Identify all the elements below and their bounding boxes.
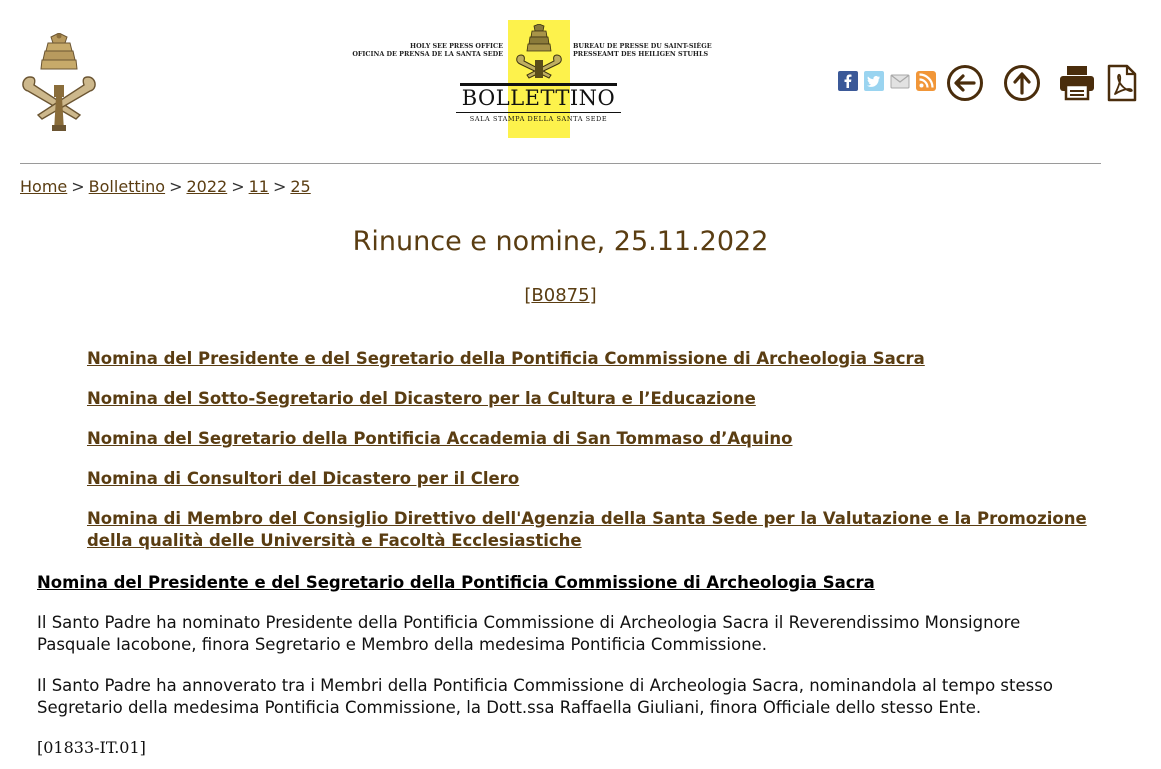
breadcrumb-separator: > bbox=[71, 177, 85, 196]
breadcrumb-bollettino-link[interactable]: Bollettino bbox=[88, 177, 166, 196]
reference-code: [01833-IT.01] bbox=[37, 738, 146, 757]
article-paragraph: Il Santo Padre ha annoverato tra i Membri della Pontificia Commissione di Archeologia Sacra, nominandola al tempo stesso Segretario della medesima Pontificia Commissione, la Dott.ssa Raffaella Giuliani, finora Officiale dello stesso Ente. bbox=[37, 676, 1053, 717]
breadcrumb bbox=[20, 177, 311, 196]
toc-link[interactable]: Nomina del Segretario della Pontificia Accademia di San Tommaso d’Aquino bbox=[87, 429, 793, 448]
breadcrumb-separator: > bbox=[231, 177, 245, 196]
breadcrumb-day-link[interactable]: 25 bbox=[290, 177, 311, 196]
rss-icon[interactable] bbox=[916, 71, 936, 95]
up-arrow-icon[interactable] bbox=[1003, 64, 1041, 106]
facebook-icon[interactable] bbox=[838, 71, 858, 95]
print-icon[interactable] bbox=[1058, 65, 1096, 105]
toc-link[interactable]: Nomina di Membro del Consiglio Direttivo dell'Agenzia della Santa Sede per la Valutazione e la Promozione della qualità delle Università e Facoltà Ecclesiastiche bbox=[87, 509, 1087, 550]
bollettino-masthead bbox=[352, 20, 712, 140]
pdf-icon[interactable] bbox=[1106, 64, 1138, 106]
breadcrumb-separator: > bbox=[272, 177, 287, 196]
header-divider bbox=[20, 163, 1101, 164]
papal-crest-logo bbox=[18, 33, 100, 133]
bulletin-code: [B0875] bbox=[524, 285, 597, 306]
article-paragraph: Il Santo Padre ha nominato Presidente della Pontificia Commissione di Archeologia Sacra il Reverendissimo Monsignore Pasquale Iacobone, finora Segretario e Membro della medesima Pontificia Commissione. bbox=[37, 613, 1021, 654]
masthead-subtitle: SALA STAMPA DELLA SANTA SEDE bbox=[456, 112, 621, 123]
section-title: Nomina del Presidente e del Segretario della Pontificia Commissione di Archeologia Sacra bbox=[37, 573, 875, 592]
tiara-keys-emblem-icon bbox=[514, 24, 564, 80]
bulletin-code-link[interactable]: B0875 bbox=[531, 285, 590, 306]
press-office-names-right: BUREAU DE PRESSE DU SAINT-SIÈGE PRESSEAMT DES HEILIGEN STUHLS bbox=[573, 42, 712, 58]
article-body bbox=[37, 572, 1097, 757]
twitter-icon[interactable] bbox=[864, 71, 884, 95]
breadcrumb-home-link[interactable]: Home bbox=[20, 177, 68, 196]
share-toolbar bbox=[838, 64, 1138, 104]
table-of-contents bbox=[87, 348, 1087, 570]
toc-link[interactable]: Nomina del Presidente e del Segretario della Pontificia Commissione di Archeologia Sacra bbox=[87, 349, 925, 368]
breadcrumb-month-link[interactable]: 11 bbox=[248, 177, 269, 196]
press-office-names-left: HOLY SEE PRESS OFFICE OFICINA DE PRENSA DE LA SANTA SEDE bbox=[352, 42, 503, 58]
toc-link[interactable]: Nomina del Sotto-Segretario del Dicastero per la Cultura e l’Educazione bbox=[87, 389, 756, 408]
back-arrow-icon[interactable] bbox=[946, 64, 984, 106]
breadcrumb-year-link[interactable]: 2022 bbox=[186, 177, 228, 196]
page-title: Rinunce e nomine, 25.11.2022 bbox=[352, 226, 769, 257]
breadcrumb-separator: > bbox=[169, 177, 183, 196]
email-icon[interactable] bbox=[890, 71, 910, 95]
masthead-title: BOLLETTINO bbox=[461, 86, 616, 110]
toc-link[interactable]: Nomina di Consultori del Dicastero per il Clero bbox=[87, 469, 520, 488]
